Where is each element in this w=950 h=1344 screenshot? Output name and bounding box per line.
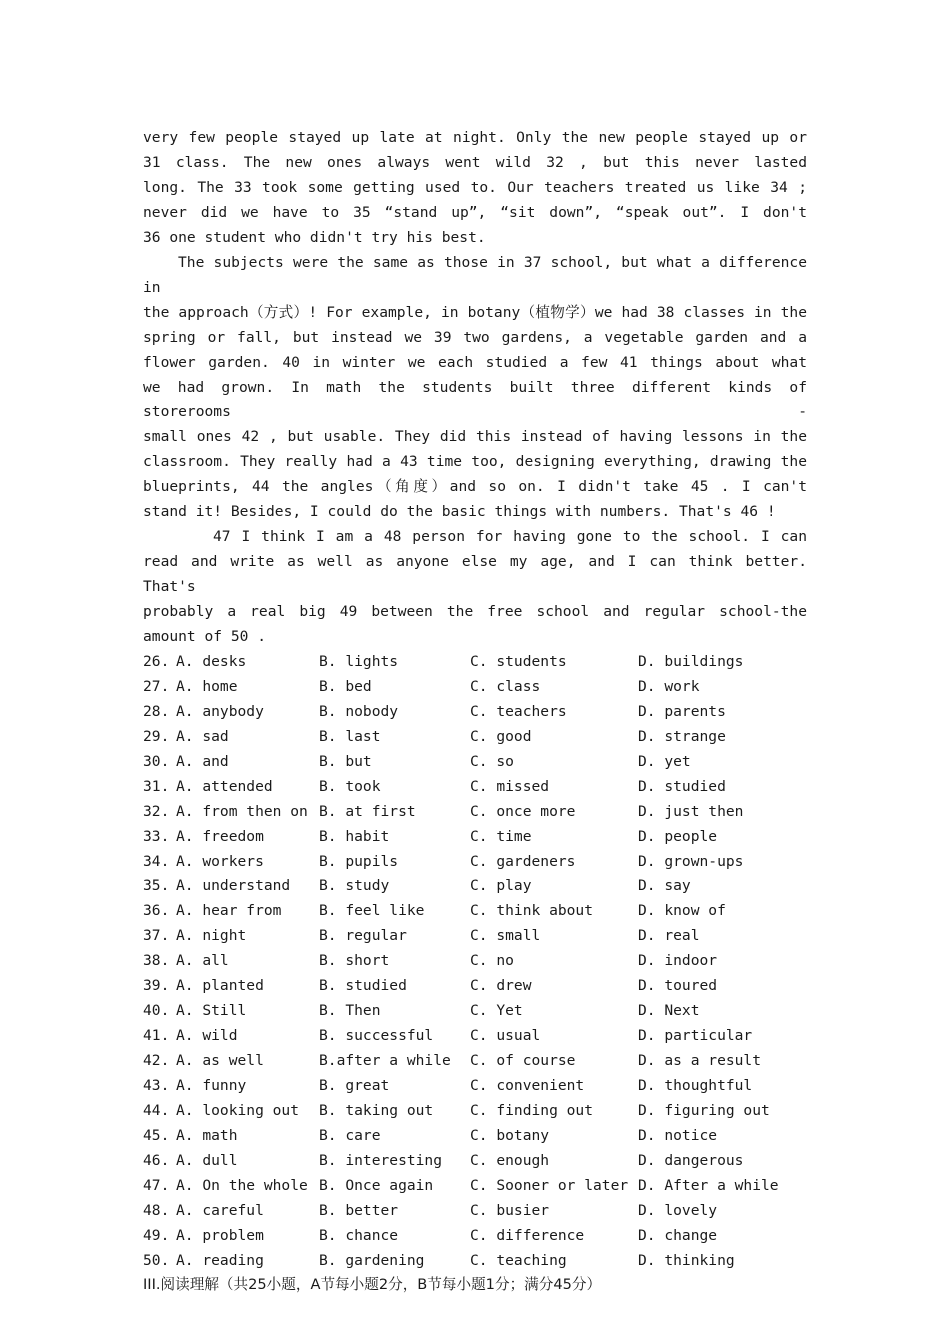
question-number: 47. bbox=[143, 1176, 170, 1194]
option-b: B. studied bbox=[319, 977, 407, 995]
question-option-row bbox=[143, 1199, 807, 1224]
question-number: 50. bbox=[143, 1251, 170, 1269]
option-b: B. at first bbox=[319, 802, 416, 820]
option-d: D. studied bbox=[638, 777, 726, 795]
question-option-row bbox=[143, 700, 807, 725]
option-c: C. botany bbox=[470, 1126, 550, 1144]
option-b: B. but bbox=[319, 752, 372, 770]
option-a: A. careful bbox=[176, 1201, 264, 1219]
option-c: C. small bbox=[470, 927, 541, 945]
option-c: C. busier bbox=[470, 1201, 550, 1219]
option-b: B. Once again bbox=[319, 1176, 434, 1194]
option-d: D. lovely bbox=[638, 1201, 718, 1219]
option-c: C. missed bbox=[470, 777, 550, 795]
option-d: D. know of bbox=[638, 902, 726, 920]
option-b: B. feel like bbox=[319, 902, 425, 920]
option-c: C. good bbox=[470, 727, 532, 745]
question-option-row bbox=[143, 1249, 807, 1274]
question-option-row bbox=[143, 1224, 807, 1249]
passage-line: small ones 42 , but usable. They did this instead of having lessons in the bbox=[143, 428, 807, 446]
option-d: D. parents bbox=[638, 702, 726, 720]
option-b: B. taking out bbox=[319, 1101, 434, 1119]
option-b: B. bed bbox=[319, 677, 372, 695]
option-a: A. freedom bbox=[176, 827, 264, 845]
option-c: C. time bbox=[470, 827, 532, 845]
passage-line: 31 class. The new ones always went wild 32 , but this never lasted bbox=[143, 153, 807, 171]
passage-line: probably a real big 49 between the free school and regular school-the bbox=[143, 603, 807, 621]
option-c: C. finding out bbox=[470, 1101, 594, 1119]
option-a: A. dull bbox=[176, 1151, 238, 1169]
question-option-row bbox=[143, 974, 807, 999]
question-number: 27. bbox=[143, 677, 170, 695]
question-number: 36. bbox=[143, 902, 170, 920]
option-b: B. habit bbox=[319, 827, 390, 845]
option-b: B. chance bbox=[319, 1226, 399, 1244]
question-number: 44. bbox=[143, 1101, 170, 1119]
question-option-row bbox=[143, 1049, 807, 1074]
passage-line: long. The 33 took some getting used to. Our teachers treated us like 34 ; bbox=[143, 178, 807, 196]
question-option-row bbox=[143, 1099, 807, 1124]
passage-line: we had grown. In math the students built three different kinds of storerooms - bbox=[143, 378, 807, 421]
option-c: C. class bbox=[470, 677, 541, 695]
option-d: D. figuring out bbox=[638, 1101, 770, 1119]
option-a: A. understand bbox=[176, 877, 291, 895]
option-d: D. After a while bbox=[638, 1176, 779, 1194]
option-c: C. gardeners bbox=[470, 852, 576, 870]
question-number: 35. bbox=[143, 877, 170, 895]
question-number: 29. bbox=[143, 727, 170, 745]
question-option-row bbox=[143, 899, 807, 924]
question-number: 42. bbox=[143, 1052, 170, 1070]
option-c: C. drew bbox=[470, 977, 532, 995]
question-option-row bbox=[143, 1124, 807, 1149]
option-b: B. care bbox=[319, 1126, 381, 1144]
option-c: C. Sooner or later bbox=[470, 1176, 629, 1194]
option-a: A. and bbox=[176, 752, 229, 770]
passage-line: stand it! Besides, I could do the basic things with numbers. That's 46 ! bbox=[143, 503, 776, 521]
passage-line: read and write as well as anyone else my age, and I can think better. That's bbox=[143, 553, 807, 596]
option-a: A. attended bbox=[176, 777, 273, 795]
option-b: B.after a while bbox=[319, 1052, 451, 1070]
passage-line: The subjects were the same as those in 37 school, but what a difference in bbox=[143, 253, 807, 296]
option-b: B. regular bbox=[319, 927, 407, 945]
question-number: 43. bbox=[143, 1076, 170, 1094]
option-c: C. play bbox=[470, 877, 532, 895]
option-c: C. difference bbox=[470, 1226, 585, 1244]
option-b: B. Then bbox=[319, 1002, 381, 1020]
option-d: D. yet bbox=[638, 752, 691, 770]
option-d: D. people bbox=[638, 827, 718, 845]
passage-line: 36 one student who didn't try his best. bbox=[143, 228, 486, 246]
passage-paragraph-2 bbox=[143, 251, 807, 525]
option-b: B. last bbox=[319, 727, 381, 745]
option-d: D. buildings bbox=[638, 653, 744, 671]
option-d: D. just then bbox=[638, 802, 744, 820]
option-a: A. workers bbox=[176, 852, 264, 870]
option-b: B. took bbox=[319, 777, 381, 795]
question-option-row bbox=[143, 949, 807, 974]
option-d: D. thinking bbox=[638, 1251, 735, 1269]
passage-line: the approach（方式）! For example, in botany（植物学）we had 38 classes in the bbox=[143, 303, 807, 321]
option-c: C. usual bbox=[470, 1027, 541, 1045]
passage-line: very few people stayed up late at night. Only the new people stayed up or bbox=[143, 129, 807, 146]
option-c: C. students bbox=[470, 653, 567, 671]
question-number: 40. bbox=[143, 1002, 170, 1020]
question-number: 45. bbox=[143, 1126, 170, 1144]
question-option-row bbox=[143, 1174, 807, 1199]
passage-line: spring or fall, but instead we 39 two gardens, a vegetable garden and a bbox=[143, 328, 807, 346]
option-d: D. change bbox=[638, 1226, 718, 1244]
passage-line: never did we have to 35 “stand up”, “sit down”, “speak out”. I don't bbox=[143, 203, 807, 221]
option-c: C. convenient bbox=[470, 1076, 585, 1094]
passage-line: amount of 50 . bbox=[143, 628, 267, 646]
question-number: 38. bbox=[143, 952, 170, 970]
question-option-row bbox=[143, 650, 807, 675]
option-d: D. strange bbox=[638, 727, 726, 745]
question-number: 49. bbox=[143, 1226, 170, 1244]
option-c: C. no bbox=[470, 952, 514, 970]
question-number: 46. bbox=[143, 1151, 170, 1169]
option-d: D. particular bbox=[638, 1027, 753, 1045]
question-number: 30. bbox=[143, 752, 170, 770]
option-b: B. study bbox=[319, 877, 390, 895]
question-option-row bbox=[143, 825, 807, 850]
question-number: 26. bbox=[143, 653, 170, 671]
option-b: B. nobody bbox=[319, 702, 399, 720]
option-a: A. problem bbox=[176, 1226, 264, 1244]
passage-line: flower garden. 40 in winter we each studied a few 41 things about what bbox=[143, 353, 807, 371]
question-option-row bbox=[143, 924, 807, 949]
option-a: A. all bbox=[176, 952, 229, 970]
option-d: D. real bbox=[638, 927, 700, 945]
option-a: A. home bbox=[176, 677, 238, 695]
option-a: A. hear from bbox=[176, 902, 282, 920]
option-a: A. anybody bbox=[176, 702, 264, 720]
question-number: 41. bbox=[143, 1027, 170, 1045]
option-d: D. Next bbox=[638, 1002, 700, 1020]
option-b: B. great bbox=[319, 1076, 390, 1094]
option-c: C. teachers bbox=[470, 702, 567, 720]
answer-options-list bbox=[143, 650, 807, 1273]
option-b: B. successful bbox=[319, 1027, 434, 1045]
question-number: 39. bbox=[143, 977, 170, 995]
option-c: C. once more bbox=[470, 802, 576, 820]
option-c: C. so bbox=[470, 752, 514, 770]
option-a: A. On the whole bbox=[176, 1176, 308, 1194]
option-d: D. grown-ups bbox=[638, 852, 744, 870]
question-number: 34. bbox=[143, 852, 170, 870]
option-a: A. math bbox=[176, 1126, 238, 1144]
section-heading: III.阅读理解（共25小题，A节每小题2分，B节每小题1分；满分45分） bbox=[143, 1276, 602, 1294]
document-page bbox=[143, 126, 807, 1298]
option-a: A. sad bbox=[176, 727, 229, 745]
option-b: B. better bbox=[319, 1201, 399, 1219]
option-c: C. Yet bbox=[470, 1002, 523, 1020]
passage-paragraph-3 bbox=[143, 525, 807, 650]
option-d: D. as a result bbox=[638, 1052, 762, 1070]
option-d: D. toured bbox=[638, 977, 718, 995]
option-a: A. planted bbox=[176, 977, 264, 995]
question-option-row bbox=[143, 750, 807, 775]
option-a: A. from then on bbox=[176, 802, 308, 820]
option-b: B. interesting bbox=[319, 1151, 443, 1169]
option-a: A. desks bbox=[176, 653, 247, 671]
passage-line: 47 I think I am a 48 person for having gone to the school. I can bbox=[213, 528, 807, 546]
question-option-row bbox=[143, 1024, 807, 1049]
question-option-row bbox=[143, 999, 807, 1024]
option-b: B. lights bbox=[319, 653, 399, 671]
passage-line: classroom. They really had a 43 time too, designing everything, drawing the bbox=[143, 453, 807, 471]
passage-paragraph-1 bbox=[143, 126, 807, 251]
question-option-row bbox=[143, 1149, 807, 1174]
option-a: A. Still bbox=[176, 1002, 247, 1020]
question-number: 48. bbox=[143, 1201, 170, 1219]
question-number: 33. bbox=[143, 827, 170, 845]
option-a: A. reading bbox=[176, 1251, 264, 1269]
question-option-row bbox=[143, 725, 807, 750]
option-d: D. indoor bbox=[638, 952, 718, 970]
option-d: D. work bbox=[638, 677, 700, 695]
option-b: B. pupils bbox=[319, 852, 399, 870]
option-a: A. wild bbox=[176, 1027, 238, 1045]
option-d: D. dangerous bbox=[638, 1151, 744, 1169]
question-number: 32. bbox=[143, 802, 170, 820]
passage-line: blueprints, 44 the angles（角度）and so on. I didn't take 45 . I can't bbox=[143, 478, 807, 496]
question-number: 28. bbox=[143, 702, 170, 720]
option-b: B. short bbox=[319, 952, 390, 970]
option-a: A. funny bbox=[176, 1076, 247, 1094]
option-a: A. as well bbox=[176, 1052, 264, 1070]
option-a: A. looking out bbox=[176, 1101, 300, 1119]
option-d: D. notice bbox=[638, 1126, 718, 1144]
question-option-row bbox=[143, 1074, 807, 1099]
option-b: B. gardening bbox=[319, 1251, 425, 1269]
option-a: A. night bbox=[176, 927, 247, 945]
option-d: D. say bbox=[638, 877, 691, 895]
question-option-row bbox=[143, 800, 807, 825]
question-number: 31. bbox=[143, 777, 170, 795]
question-option-row bbox=[143, 850, 807, 875]
option-d: D. thoughtful bbox=[638, 1076, 753, 1094]
question-option-row bbox=[143, 775, 807, 800]
option-c: C. teaching bbox=[470, 1251, 567, 1269]
option-c: C. of course bbox=[470, 1052, 576, 1070]
question-option-row bbox=[143, 874, 807, 899]
question-number: 37. bbox=[143, 927, 170, 945]
question-option-row bbox=[143, 675, 807, 700]
option-c: C. think about bbox=[470, 902, 594, 920]
option-c: C. enough bbox=[470, 1151, 550, 1169]
